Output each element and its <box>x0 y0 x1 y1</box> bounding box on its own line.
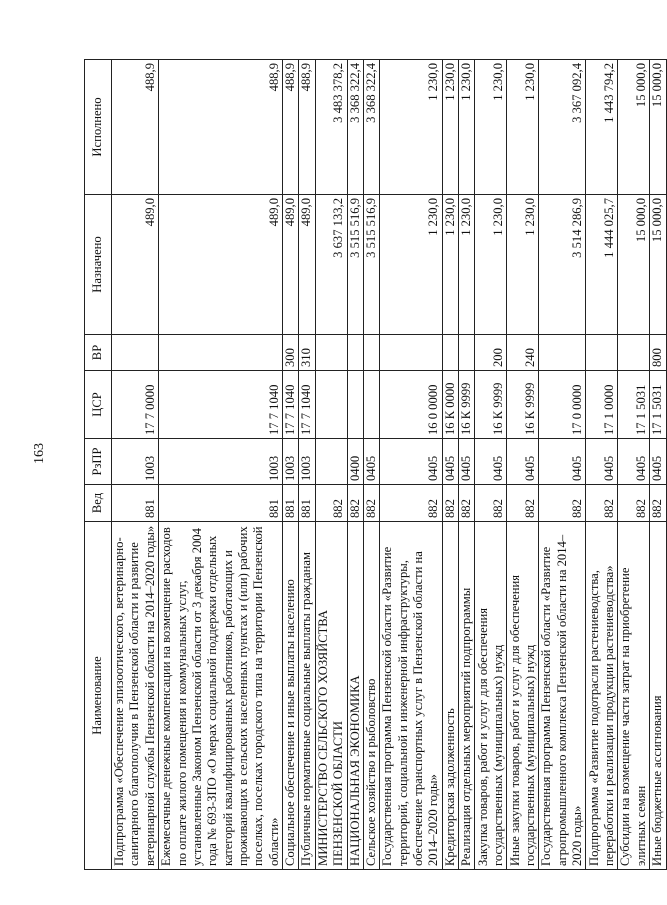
cell-assigned: 15 000,0 <box>618 195 650 335</box>
cell-assigned: 489,0 <box>283 195 299 335</box>
table-row <box>159 60 283 870</box>
cell-ved: 881 <box>112 485 159 522</box>
cell-executed: 1 230,0 <box>380 60 442 195</box>
header-csr: ЦСР <box>85 371 112 439</box>
cell-executed: 1 443 794,2 <box>586 60 618 195</box>
cell-name: Подпрограмма «Развитие подотрасли растениеводства, переработки и реализации продукции растениеводства» <box>586 522 618 870</box>
header-assigned: Назначено <box>85 195 112 335</box>
table-row <box>475 60 507 870</box>
cell-name: Подпрограмма «Обеспечение эпизоотического, ветеринарно-санитарного благополучия в Пензенской области и развитие ветеринарной службы Пензенской области на 2014–2020 годы» <box>112 522 159 870</box>
cell-vr <box>539 335 586 371</box>
cell-csr: 17 7 1040 <box>283 371 299 439</box>
rotated-page-content <box>84 60 665 870</box>
cell-name: МИНИСТЕРСТВО СЕЛЬСКОГО ХОЗЯЙСТВА ПЕНЗЕНСКОЙ ОБЛАСТИ <box>315 522 347 870</box>
cell-ved: 882 <box>539 485 586 522</box>
table-header-row <box>85 60 112 870</box>
cell-name: Ежемесячные денежные компенсации на возмещение расходов по оплате жилого помещения и коммунальных услуг, установленные Законом Пензенской области от 3 декабря 2004 года № 693-ЗПО «О мерах социальной поддержки отдельных категорий квалифицированных работников, работающих и проживающих в сельских населенных пунктах и (или) рабочих поселках, поселках городского типа на территории Пензенской области» <box>159 522 283 870</box>
cell-vr <box>586 335 618 371</box>
cell-csr: 17 1 0000 <box>586 371 618 439</box>
table-row <box>442 60 458 870</box>
cell-vr: 800 <box>650 335 666 371</box>
cell-rzpr: 0405 <box>459 439 475 485</box>
cell-rzpr: 0405 <box>539 439 586 485</box>
cell-name: Государственная программа Пензенской области «Развитие территорий, социальной и инженерной инфраструктуры, обеспечение транспортных услуг в Пензенской области на 2014–2020 годы» <box>380 522 442 870</box>
cell-name: Иные закупки товаров, работ и услуг для обеспечения государственных (муниципальных) нужд <box>507 522 539 870</box>
cell-csr <box>347 371 363 439</box>
cell-ved: 882 <box>315 485 347 522</box>
header-ved: Вед <box>85 485 112 522</box>
cell-vr: 310 <box>299 335 315 371</box>
table-row <box>507 60 539 870</box>
cell-ved: 882 <box>363 485 379 522</box>
header-rzpr: РзПР <box>85 439 112 485</box>
table-row <box>618 60 650 870</box>
cell-csr: 17 1 5031 <box>650 371 666 439</box>
cell-executed: 488,9 <box>159 60 283 195</box>
cell-assigned: 489,0 <box>159 195 283 335</box>
cell-name: Государственная программа Пензенской области «Развитие агропромышленного комплекса Пензенской области на 2014–2020 годы» <box>539 522 586 870</box>
cell-executed: 3 368 322,4 <box>347 60 363 195</box>
cell-vr <box>363 335 379 371</box>
cell-executed: 488,9 <box>299 60 315 195</box>
cell-name: Социальное обеспечение и иные выплаты населению <box>283 522 299 870</box>
cell-name: НАЦИОНАЛЬНАЯ ЭКОНОМИКА <box>347 522 363 870</box>
cell-rzpr: 0405 <box>475 439 507 485</box>
cell-assigned: 1 230,0 <box>442 195 458 335</box>
cell-name: Закупка товаров, работ и услуг для обеспечения государственных (муниципальных) нужд <box>475 522 507 870</box>
cell-executed: 488,9 <box>112 60 159 195</box>
cell-assigned: 3 515 516,9 <box>363 195 379 335</box>
table-row <box>112 60 159 870</box>
header-executed: Исполнено <box>85 60 112 195</box>
cell-csr: 17 7 1040 <box>299 371 315 439</box>
cell-rzpr: 1003 <box>159 439 283 485</box>
table-row <box>380 60 442 870</box>
cell-rzpr: 0405 <box>507 439 539 485</box>
cell-vr: 240 <box>507 335 539 371</box>
cell-assigned: 1 230,0 <box>380 195 442 335</box>
cell-ved: 882 <box>459 485 475 522</box>
cell-vr <box>159 335 283 371</box>
cell-csr: 17 7 1040 <box>159 371 283 439</box>
table-row <box>363 60 379 870</box>
cell-rzpr: 0400 <box>347 439 363 485</box>
cell-ved: 882 <box>380 485 442 522</box>
cell-csr: 17 1 5031 <box>618 371 650 439</box>
cell-ved: 882 <box>507 485 539 522</box>
cell-csr <box>315 371 347 439</box>
cell-name: Иные бюджетные ассигнования <box>650 522 666 870</box>
table-row <box>299 60 315 870</box>
cell-rzpr: 1003 <box>283 439 299 485</box>
cell-ved: 881 <box>159 485 283 522</box>
table-row <box>459 60 475 870</box>
cell-executed: 1 230,0 <box>459 60 475 195</box>
budget-table <box>84 59 667 870</box>
cell-vr <box>347 335 363 371</box>
cell-ved: 882 <box>586 485 618 522</box>
cell-rzpr: 0405 <box>618 439 650 485</box>
cell-name: Сельское хозяйство и рыболовство <box>363 522 379 870</box>
cell-assigned: 489,0 <box>112 195 159 335</box>
cell-executed: 3 367 092,4 <box>539 60 586 195</box>
cell-executed: 1 230,0 <box>442 60 458 195</box>
cell-vr <box>380 335 442 371</box>
cell-assigned: 1 230,0 <box>459 195 475 335</box>
cell-assigned: 1 230,0 <box>475 195 507 335</box>
table-row <box>315 60 347 870</box>
header-name: Наименование <box>85 522 112 870</box>
cell-name: Реализация отдельных мероприятий подпрограммы <box>459 522 475 870</box>
cell-name: Кредиторская задолженность <box>442 522 458 870</box>
cell-rzpr <box>315 439 347 485</box>
cell-assigned: 1 230,0 <box>507 195 539 335</box>
cell-rzpr: 0405 <box>586 439 618 485</box>
cell-ved: 882 <box>442 485 458 522</box>
cell-vr: 200 <box>475 335 507 371</box>
cell-vr <box>315 335 347 371</box>
cell-ved: 882 <box>347 485 363 522</box>
cell-csr: 17 0 0000 <box>539 371 586 439</box>
cell-rzpr: 1003 <box>299 439 315 485</box>
cell-ved: 882 <box>650 485 666 522</box>
cell-csr: 16 К 9999 <box>459 371 475 439</box>
cell-rzpr: 0405 <box>363 439 379 485</box>
cell-ved: 881 <box>283 485 299 522</box>
cell-rzpr: 0405 <box>650 439 666 485</box>
cell-ved: 882 <box>618 485 650 522</box>
cell-name: Публичные нормативные социальные выплаты гражданам <box>299 522 315 870</box>
page-number: 163 <box>32 443 47 464</box>
cell-executed: 3 483 378,2 <box>315 60 347 195</box>
cell-vr <box>459 335 475 371</box>
cell-executed: 3 368 322,4 <box>363 60 379 195</box>
cell-csr: 16 0 0000 <box>380 371 442 439</box>
cell-assigned: 3 515 516,9 <box>347 195 363 335</box>
cell-name: Субсидии на возмещение части затрат на приобретение элитных семян <box>618 522 650 870</box>
cell-csr: 17 7 0000 <box>112 371 159 439</box>
table-row <box>650 60 666 870</box>
cell-executed: 15 000,0 <box>650 60 666 195</box>
cell-assigned: 15 000,0 <box>650 195 666 335</box>
cell-vr <box>112 335 159 371</box>
cell-csr: 16 К 0000 <box>442 371 458 439</box>
cell-executed: 15 000,0 <box>618 60 650 195</box>
cell-rzpr: 0405 <box>380 439 442 485</box>
cell-vr <box>442 335 458 371</box>
cell-executed: 488,9 <box>283 60 299 195</box>
cell-csr <box>363 371 379 439</box>
cell-assigned: 3 637 133,2 <box>315 195 347 335</box>
cell-ved: 881 <box>299 485 315 522</box>
cell-assigned: 3 514 286,9 <box>539 195 586 335</box>
table-row <box>283 60 299 870</box>
table-row <box>347 60 363 870</box>
cell-assigned: 1 444 025,7 <box>586 195 618 335</box>
cell-csr: 16 К 9999 <box>507 371 539 439</box>
cell-ved: 882 <box>475 485 507 522</box>
cell-executed: 1 230,0 <box>507 60 539 195</box>
cell-vr: 300 <box>283 335 299 371</box>
cell-executed: 1 230,0 <box>475 60 507 195</box>
cell-vr <box>618 335 650 371</box>
cell-assigned: 489,0 <box>299 195 315 335</box>
table-row <box>586 60 618 870</box>
cell-rzpr: 1003 <box>112 439 159 485</box>
cell-csr: 16 К 9999 <box>475 371 507 439</box>
table-row <box>539 60 586 870</box>
cell-rzpr: 0405 <box>442 439 458 485</box>
header-vr: ВР <box>85 335 112 371</box>
